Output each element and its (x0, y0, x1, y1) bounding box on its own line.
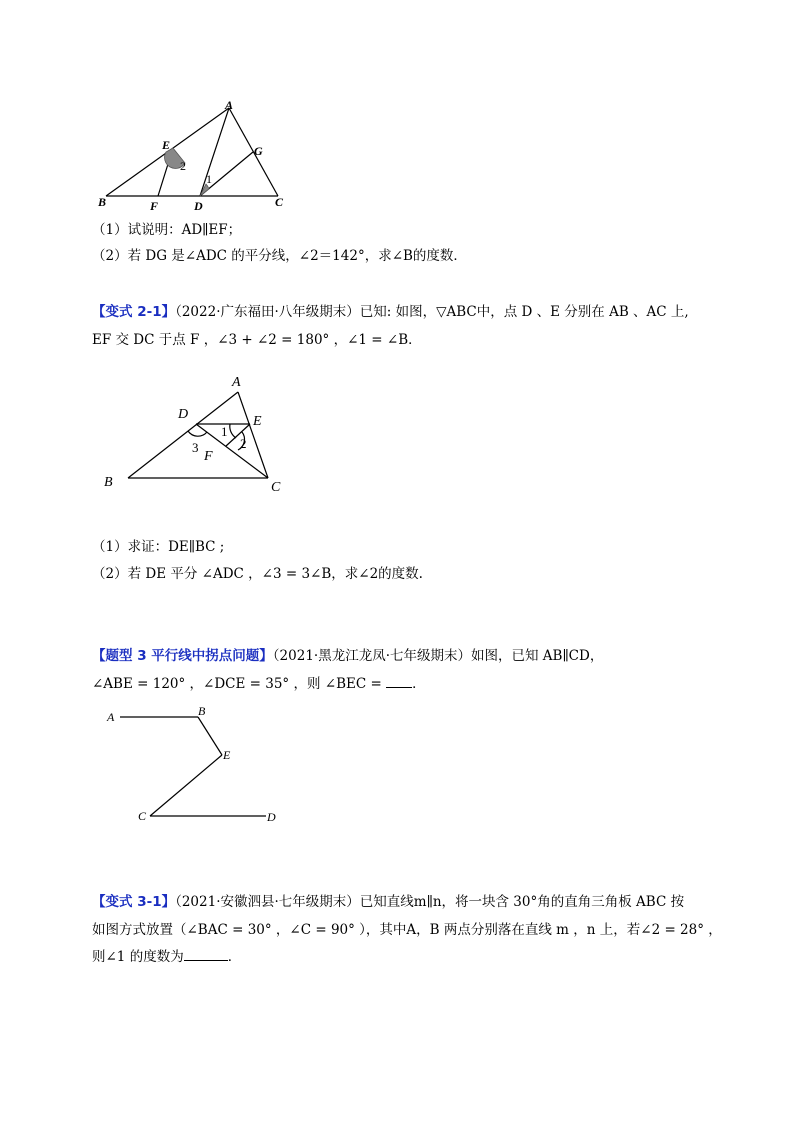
variant-3-1-period: ． (227, 949, 242, 965)
variant-3-1-text: （2021·安徽泗县·七年级期末）已知直线m∥n，将一块含 30°角的直角三角板 ABC 按 (175, 894, 685, 910)
type-3-line1 (92, 646, 603, 666)
answer-blank[interactable] (386, 675, 412, 688)
variant-3-1-question: 则∠1 的度数为 (92, 949, 184, 965)
label-A: A (225, 98, 234, 112)
label-angle-2: 2 (240, 436, 247, 451)
type-3-period: ． (412, 676, 426, 692)
label-angle-3: 3 (192, 440, 199, 455)
answer-blank[interactable] (184, 948, 228, 961)
label-angle-1: 1 (221, 424, 228, 439)
variant-2-1-line2: EF 交 DC 于点 F ，∠3 + ∠2 = 180° ，∠1 = ∠B． (92, 332, 422, 348)
variant-3-1-line2: 如图方式放置（∠BAC = 30° ，∠C = 90° ），其中A，B 两点分别落在直线 m ，n 上，若∠2 = 28° ， (92, 922, 722, 938)
label-angle-1: 1 (206, 172, 212, 186)
label-D: D (178, 407, 189, 422)
label-B: B (98, 195, 107, 209)
variant-3-1-tag: 【变式 3-1】 (92, 894, 176, 910)
label-A: A (232, 375, 241, 390)
label-E: E (223, 748, 231, 762)
variant-3-1-line3 (92, 947, 241, 967)
label-B: B (198, 704, 206, 718)
variant-2-1-line1 (92, 302, 689, 322)
q1-part2: （2）若 DG 是∠ADC 的平分线，∠2＝142°，求∠B的度数． (92, 248, 467, 264)
variant-3-1-line1 (92, 892, 684, 912)
label-angle-2: 2 (180, 159, 186, 173)
variant-2-1-part2: （2）若 DE 平分 ∠ADC ，∠3 = 3∠B，求∠2的度数. (92, 566, 423, 582)
label-C: C (138, 809, 147, 823)
variant-2-1-text: （2022·广东福田·八年级期末）已知: 如图，▽ABC中，点 D 、E 分别在 AB 、AC 上, (175, 304, 689, 320)
label-E: E (162, 138, 171, 152)
label-G: G (254, 144, 263, 158)
type-3-question: ∠ABE = 120° ，∠DCE = 35° ，则 ∠BEC = (92, 676, 382, 692)
label-A: A (107, 710, 115, 724)
q1-part1: （1）试说明：AD∥EF； (92, 222, 242, 238)
variant-2-1-tag: 【变式 2-1】 (92, 304, 176, 320)
label-B: B (104, 475, 113, 490)
label-F: F (150, 199, 159, 213)
label-D: D (267, 810, 276, 824)
label-F: F (204, 449, 213, 464)
label-C: C (275, 195, 284, 209)
label-C: C (271, 480, 281, 495)
label-D: D (194, 199, 203, 213)
variant-2-1-part1: （1）求证：DE∥BC ; (92, 539, 225, 555)
type-3-line2 (92, 674, 426, 694)
figure-triangle-abc-efdg (92, 96, 302, 214)
type-3-text: （2021·黑龙江龙凤·七年级期末）如图，已知 AB∥CD， (272, 648, 604, 664)
label-E: E (253, 414, 262, 429)
figure-zigzag-ab-cd (100, 700, 290, 830)
figure-triangle-def (100, 370, 300, 498)
type-3-tag: 【题型 3 平行线中拐点问题】 (92, 648, 273, 664)
